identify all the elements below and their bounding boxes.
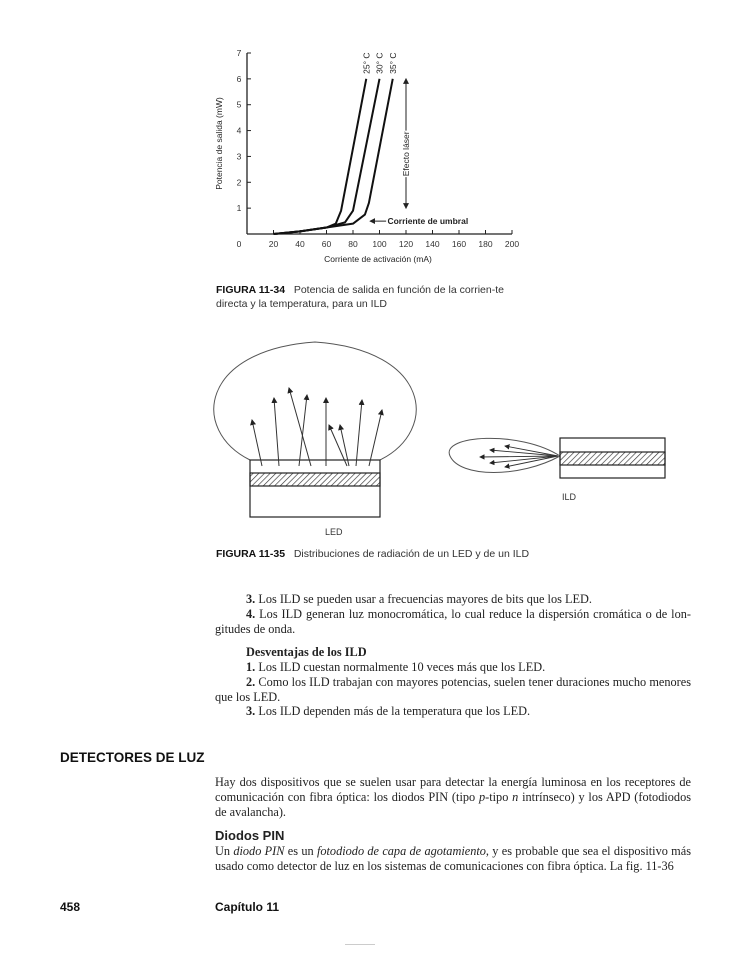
x-tick-label: 60 [321,239,332,249]
page-number: 458 [60,900,81,914]
y-tick-label: 7 [236,48,242,58]
text-run: -tipo [485,789,513,804]
series-label: 25° C [361,52,372,74]
list-item-disadvantage-1 [215,660,691,675]
ild-label: ILD [562,492,577,502]
led-diagram [214,342,416,517]
list-item-advantage-3 [215,592,691,607]
item-number: 3. [246,592,256,606]
item-text: Los ILD generan luz monocromática, lo cual reduce la dispersión cromática o de lon-gitudes de onda. [215,607,691,636]
item-number: 1. [246,660,256,674]
item-number: 3. [246,704,256,718]
item-text: Los ILD cuestan normalmente 10 veces más que los LED. [258,660,546,674]
text-run: diodo PIN [233,844,285,858]
x-tick-label: 100 [372,239,387,249]
y-axis-label: Potencia de salida (mW) [214,97,224,190]
y-tick-label: 4 [236,125,242,136]
section-heading: DETECTORES DE LUZ [60,750,205,765]
text-run: es un [284,844,317,858]
caption-text: Distribuciones de radiación de un LED y de un ILD [293,548,530,560]
x-tick-label: 200 [504,239,520,249]
x-tick-label: 180 [478,239,493,249]
text-run: n [512,789,519,804]
text-run: Hay dos dispositivos que se suelen usar para detectar la energía luminosa en los receptores de comunicación con fibra óptica: los diodos PIN (tipo [215,775,691,804]
text-run: Un [215,844,234,858]
x-tick-label: 140 [425,239,440,249]
x-tick-label: 80 [348,239,358,249]
x-axis-label: Corriente de activación (mA) [324,254,432,264]
series-label: 35° C [387,52,398,74]
series-label: 30° C [374,52,385,74]
list-item-disadvantage-3 [215,704,691,719]
y-tick-label: 1 [236,203,242,214]
y-tick-label: 5 [236,99,242,110]
figure-11-35-caption [216,547,616,561]
subsection-heading: Diodos PIN [215,828,285,843]
list-item-disadvantage-2 [215,675,691,705]
y-tick-label: 6 [236,73,242,84]
disadvantages-heading: Desventajas de los ILD [246,645,367,659]
text-run: intrínseco) y los APD (fotodiodos de avalancha). [215,789,691,819]
text-run: , y es probable que sea el dispositivo más usado como detector de luz en los sistemas de comunicaciones con fibra óptica. La fig. 11-36 [215,844,691,873]
threshold-annotation: Corriente de umbral [387,216,469,227]
item-text: Los ILD se pueden usar a frecuencias mayores de bits que los LED. [258,592,592,606]
item-number: 2. [246,675,256,689]
x-tick-label: 120 [398,239,414,249]
led-label: LED [325,527,343,537]
laser-annotation: Efecto láser [401,131,411,177]
y-tick-label: 3 [236,151,242,162]
x-tick-label: 160 [451,239,467,249]
text-run: fotodiodo de capa de agotamiento [316,844,486,858]
series-line [274,79,380,234]
caption-number: FIGURA 11-35 [216,548,286,560]
figure-11-35-diagram [0,330,754,545]
figure-11-34-caption [216,283,526,311]
y-tick-label: 2 [236,177,242,188]
text-run: p [478,789,486,804]
x-tick-label: 0 [236,239,242,249]
x-tick-label: 40 [295,239,305,249]
led-ray-arrows [252,388,382,466]
intro-paragraph [215,775,691,819]
scan-mark [345,944,375,945]
ild-diagram [449,438,665,478]
caption-text: Potencia de salida en función de la corrien-te directa y la temperatura, para un ILD [216,284,504,310]
figure-11-34-chart [0,0,754,330]
item-text: Como los ILD trabajan con mayores potencias, suelen tener duraciones mucho menores que los LED. [215,675,692,704]
pin-paragraph [215,844,691,874]
list-item-advantage-4 [215,607,691,637]
x-tick-label: 20 [268,239,279,249]
chapter-label: Capítulo 11 [215,900,280,914]
item-number: 4. [246,607,256,621]
caption-number: FIGURA 11-34 [216,284,286,296]
item-text: Los ILD dependen más de la temperatura que los LED. [258,704,531,718]
